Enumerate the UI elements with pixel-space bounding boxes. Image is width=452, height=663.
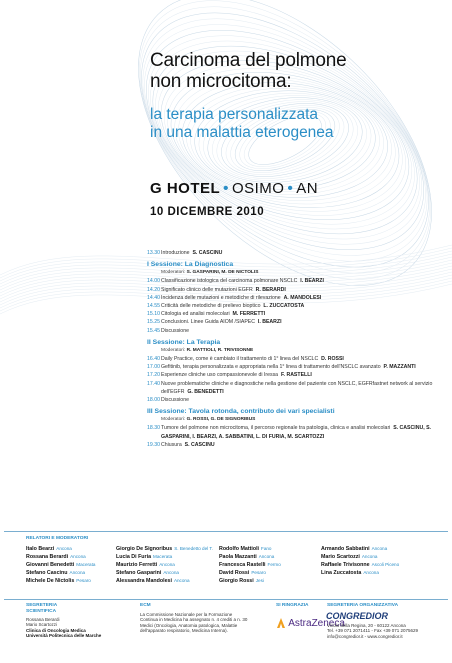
scientific-secretariat <box>26 617 101 639</box>
program-item <box>147 310 447 318</box>
item-title: Conclusioni. Linee Guida AIOM /SIAPEC <box>161 319 255 326</box>
item-title: Introduzione <box>161 250 190 256</box>
item-title: Incidenza delle mutazioni e metodiche di rilevazione <box>161 294 281 301</box>
venue-city: OSIMO <box>231 180 285 197</box>
speaker-entry <box>219 545 281 553</box>
scientific-header <box>26 603 57 614</box>
speaker-name: Giovanni Benedetti <box>26 562 75 568</box>
speaker-city: Ancona <box>371 546 388 551</box>
session-moderators <box>147 347 447 355</box>
university-name: Università Politecnica delle Marche <box>26 633 102 639</box>
item-time: 13.30 <box>147 250 160 256</box>
speaker-name: Rossana Berardi <box>26 554 69 560</box>
item-time: 14.40 <box>147 294 160 301</box>
item-speaker: S. CASCINU <box>184 441 215 448</box>
moderators-label: Moderatori: <box>161 347 186 353</box>
speaker-city: Ancona <box>361 554 378 559</box>
congredior-wordmark: CONGREDIOR <box>326 611 389 621</box>
item-title: Gefitinib, terapia personalizzata e appropriata nella 1° linea di trattamento dell'NSCLC avanzato <box>161 364 381 371</box>
program <box>147 249 447 449</box>
item-text <box>161 294 447 302</box>
program-item <box>147 294 447 302</box>
program-item <box>147 380 447 396</box>
item-speaker: G. BENEDETTI <box>187 388 224 395</box>
speaker-entry <box>116 553 213 561</box>
session-title: I Sessione: La Diagnostica <box>147 261 234 269</box>
speaker-name: Stefano Gasparini <box>116 570 162 576</box>
bullet-icon: • <box>223 180 229 197</box>
item-speaker: P. MAZZANTI <box>383 364 416 371</box>
item-speaker: R. BERARDI <box>255 286 286 293</box>
session-moderators <box>147 269 447 277</box>
speaker-entry <box>321 569 399 577</box>
item-text <box>161 424 447 440</box>
item-time: 14.55 <box>147 303 160 310</box>
ecm-header: ECM <box>140 603 151 608</box>
subtitle <box>150 106 334 142</box>
moderators-label: Moderatori: <box>161 417 186 423</box>
subtitle-line-2: in una malattia eterogenea <box>150 124 334 141</box>
speaker-entry <box>26 569 95 577</box>
event-date: 10 DICEMBRE 2010 <box>150 206 265 218</box>
speaker-city: Fano <box>261 546 272 551</box>
speaker-city: Macerata <box>153 554 173 559</box>
speaker-entry <box>26 561 95 569</box>
item-title: Criticità delle metodiche di prelievo bioptico <box>161 303 261 310</box>
program-item <box>147 318 447 326</box>
item-speaker: M. FERRETTI <box>232 311 266 318</box>
item-time: 17.20 <box>147 372 160 379</box>
speaker-city: Ancona <box>159 562 175 567</box>
speaker-name: Alessandra Mandolesi <box>116 578 172 584</box>
speaker-name: Michele De Nictolis <box>26 578 75 584</box>
moderators-label: Moderatori: <box>161 270 186 276</box>
item-title: Nuove problematiche cliniche e diagnostiche nella gestione del paziente con NSCLC, EGFRfastnet network al servizio dell'EGFR <box>161 380 433 395</box>
speaker-city: Fermo <box>267 562 281 567</box>
speaker-entry <box>321 553 399 561</box>
astrazeneca-wordmark: AstraZeneca <box>288 618 345 629</box>
speaker-city: Ancona <box>258 554 275 559</box>
org-contacts <box>327 623 418 639</box>
speaker-city: Ancona <box>363 570 379 575</box>
program-item <box>147 371 447 379</box>
title-line-2: non microcitoma: <box>150 71 292 92</box>
speaker-name: Giorgio Rossi <box>219 578 254 584</box>
program-item <box>147 327 447 335</box>
item-speaker: L. ZUCCATOSTA <box>263 303 305 310</box>
item-text <box>161 310 447 318</box>
item-time: 15.45 <box>147 327 160 334</box>
item-title: Significato clinico delle mutazioni EGFR <box>161 286 253 293</box>
speaker-name: Giorgio De Signoribus <box>116 546 173 552</box>
speaker-entry <box>26 553 95 561</box>
item-text <box>161 249 447 257</box>
org-phone: Tel. +39 071 2071411 - Fax +39 071 2075629 <box>327 628 418 634</box>
speaker-city: Ancona <box>69 570 86 575</box>
item-text <box>161 302 447 310</box>
item-time: 17.00 <box>147 364 160 371</box>
item-title: Classificazione istologica del carcinoma polmonare NSCLC <box>161 278 298 285</box>
item-speaker: S. CASCINU <box>192 250 223 256</box>
item-time: 15.25 <box>147 319 160 326</box>
org-address: Vicolo della Regina, 20 - 60122 Ancona <box>327 623 406 628</box>
item-text <box>161 380 447 396</box>
session-title: III Sessione: Tavola rotonda, contributo dei vari specialisti <box>147 408 335 416</box>
venue-hotel: G HOTEL <box>150 180 221 197</box>
speaker-name: Francesca Rastelli <box>219 562 266 568</box>
speaker-city: S. Benedetto del T. <box>174 546 213 551</box>
item-title: Chiusura <box>161 441 182 448</box>
title-line-1: Carcinoma del polmone <box>150 50 347 71</box>
moderators-names: G. ROSSI, G. DE SIGNORIBUS <box>186 417 256 423</box>
item-speaker: I. BEARZI <box>300 278 324 285</box>
item-text <box>161 277 447 285</box>
speaker-name: Italo Bearzi <box>26 546 55 552</box>
scientific-header-line-1: SEGRETERIA <box>26 603 58 608</box>
program-item <box>147 277 447 285</box>
session-title: II Sessione: La Terapia <box>147 338 221 346</box>
moderators-names: R. MATTIOLI, R. TRIVISONNE <box>186 347 254 353</box>
speakers-column <box>26 545 95 585</box>
program-item <box>147 286 447 294</box>
item-text <box>161 318 447 326</box>
speakers-column <box>219 545 281 585</box>
item-speaker: F. RASTELLI <box>280 372 312 379</box>
clinic-name: Clinica di Oncologia Medica <box>26 627 86 633</box>
speaker-name: Armando Sabbatini <box>321 546 370 552</box>
item-text <box>161 396 447 404</box>
divider <box>4 531 448 532</box>
speaker-entry <box>26 545 95 553</box>
program-item <box>147 302 447 310</box>
program-item <box>147 424 447 440</box>
speaker-city: Pesaro <box>251 570 266 575</box>
item-title: Discussione <box>161 327 189 334</box>
item-text <box>161 441 447 449</box>
item-speaker: S. CASCINU, S. GASPARINI, I. BEARZI, A. SABBATINI, L. DI FURIA, M. SCARTOZZI <box>161 425 431 440</box>
speaker-name: Raffaele Trivisonne <box>321 562 370 568</box>
speaker-city: Ascoli Piceno <box>371 562 400 567</box>
secretariat-name: Mario Scartozzi <box>26 622 58 628</box>
speaker-name: Lucia Di Furia <box>116 554 152 560</box>
item-time: 14.20 <box>147 286 160 293</box>
speaker-city: Macerata <box>76 562 96 567</box>
item-time: 19.30 <box>147 441 160 448</box>
speaker-city: Ancona <box>70 554 86 559</box>
item-time: 17.40 <box>147 380 160 387</box>
item-time: 18.30 <box>147 425 160 432</box>
venue <box>150 180 318 197</box>
speakers-column <box>321 545 399 577</box>
item-time: 18.00 <box>147 397 160 404</box>
speaker-entry <box>116 577 213 585</box>
session-moderators <box>147 416 447 424</box>
speaker-entry <box>219 553 281 561</box>
speaker-city: Ancona <box>173 578 190 583</box>
speaker-city: Ancona <box>56 546 72 551</box>
speaker-entry <box>116 569 213 577</box>
item-speaker: D. ROSSI <box>321 356 344 363</box>
speaker-entry <box>26 577 95 585</box>
speaker-city: Jesi <box>255 578 264 583</box>
program-item <box>147 441 447 449</box>
program-item <box>147 355 447 363</box>
item-title: Daily Practice, come è cambiato il trattamento di 1° linea del NSCLC <box>161 356 319 363</box>
item-text <box>161 286 447 294</box>
speaker-entry <box>116 545 213 553</box>
moderators-names: S. GASPARINI, M. DE NICTOLIS <box>186 270 259 276</box>
subtitle-line-1: la terapia personalizzata <box>150 106 319 123</box>
program-item <box>147 363 447 371</box>
item-time: 16.40 <box>147 356 160 363</box>
program-item <box>147 396 447 404</box>
speaker-name: Stefano Cascinu <box>26 570 68 576</box>
item-title: Esperienze cliniche uso compassionevole di Iressa <box>161 372 279 379</box>
program-item <box>147 249 447 257</box>
ecm-text: La Commissione Nazionale per la Formazione Continua in Medicina ha assegnato n. 4 crediti a n. 30 Medici (Oncologia, Anatomia patologica, Malattie dell'apparato respiratorio, Medicina Interna). <box>140 612 248 634</box>
item-text <box>161 363 447 371</box>
speaker-entry <box>321 561 399 569</box>
item-text <box>161 327 447 335</box>
main-title <box>150 50 346 92</box>
item-title: Tumore del polmone non microcitoma, il percorso regionale tra patologia, clinica e analisi molecolari <box>161 425 391 432</box>
speaker-entry <box>321 545 399 553</box>
org-web: info@congredior.it - www.congredior.it <box>327 633 403 639</box>
speaker-entry <box>219 561 281 569</box>
speaker-name: Maurizio Ferretti <box>116 562 158 568</box>
congredior-logo <box>326 611 388 621</box>
speaker-entry <box>219 569 281 577</box>
speaker-city: Ancona <box>163 570 179 575</box>
thanks-header: SI RINGRAZIA <box>276 603 309 608</box>
divider <box>4 599 448 600</box>
item-time: 15.10 <box>147 311 160 318</box>
bullet-icon: • <box>287 180 294 197</box>
speaker-city: Pesaro <box>76 578 91 583</box>
speaker-name: David Rossi <box>219 570 250 576</box>
speaker-entry <box>116 561 213 569</box>
item-title: Citologia ed analisi molecolari <box>161 311 230 318</box>
astrazeneca-symbol-icon <box>276 618 286 628</box>
item-title: Discussione <box>161 397 189 404</box>
org-header: SEGRETERIA ORGANIZZATIVA <box>327 603 399 608</box>
speaker-name: Mario Scartozzi <box>321 554 360 560</box>
speaker-name: Paola Mazzanti <box>219 554 257 560</box>
speaker-name: Rodolfo Mattioli <box>219 546 260 552</box>
venue-province: AN <box>296 180 319 197</box>
speakers-column <box>116 545 213 585</box>
scientific-header-line-2: SCIENTIFICA <box>26 608 57 614</box>
secretariat-name: Rossana Berardi <box>26 617 60 622</box>
item-text <box>161 355 447 363</box>
item-speaker: I. BEARZI <box>257 319 282 326</box>
item-time: 14.00 <box>147 278 160 285</box>
item-text <box>161 371 447 379</box>
speakers-header: RELATORI E MODERATORI <box>26 536 89 541</box>
speaker-entry <box>219 577 281 585</box>
speaker-name: Lina Zuccatosta <box>321 570 362 576</box>
item-speaker: A. MANDOLESI <box>283 294 322 301</box>
